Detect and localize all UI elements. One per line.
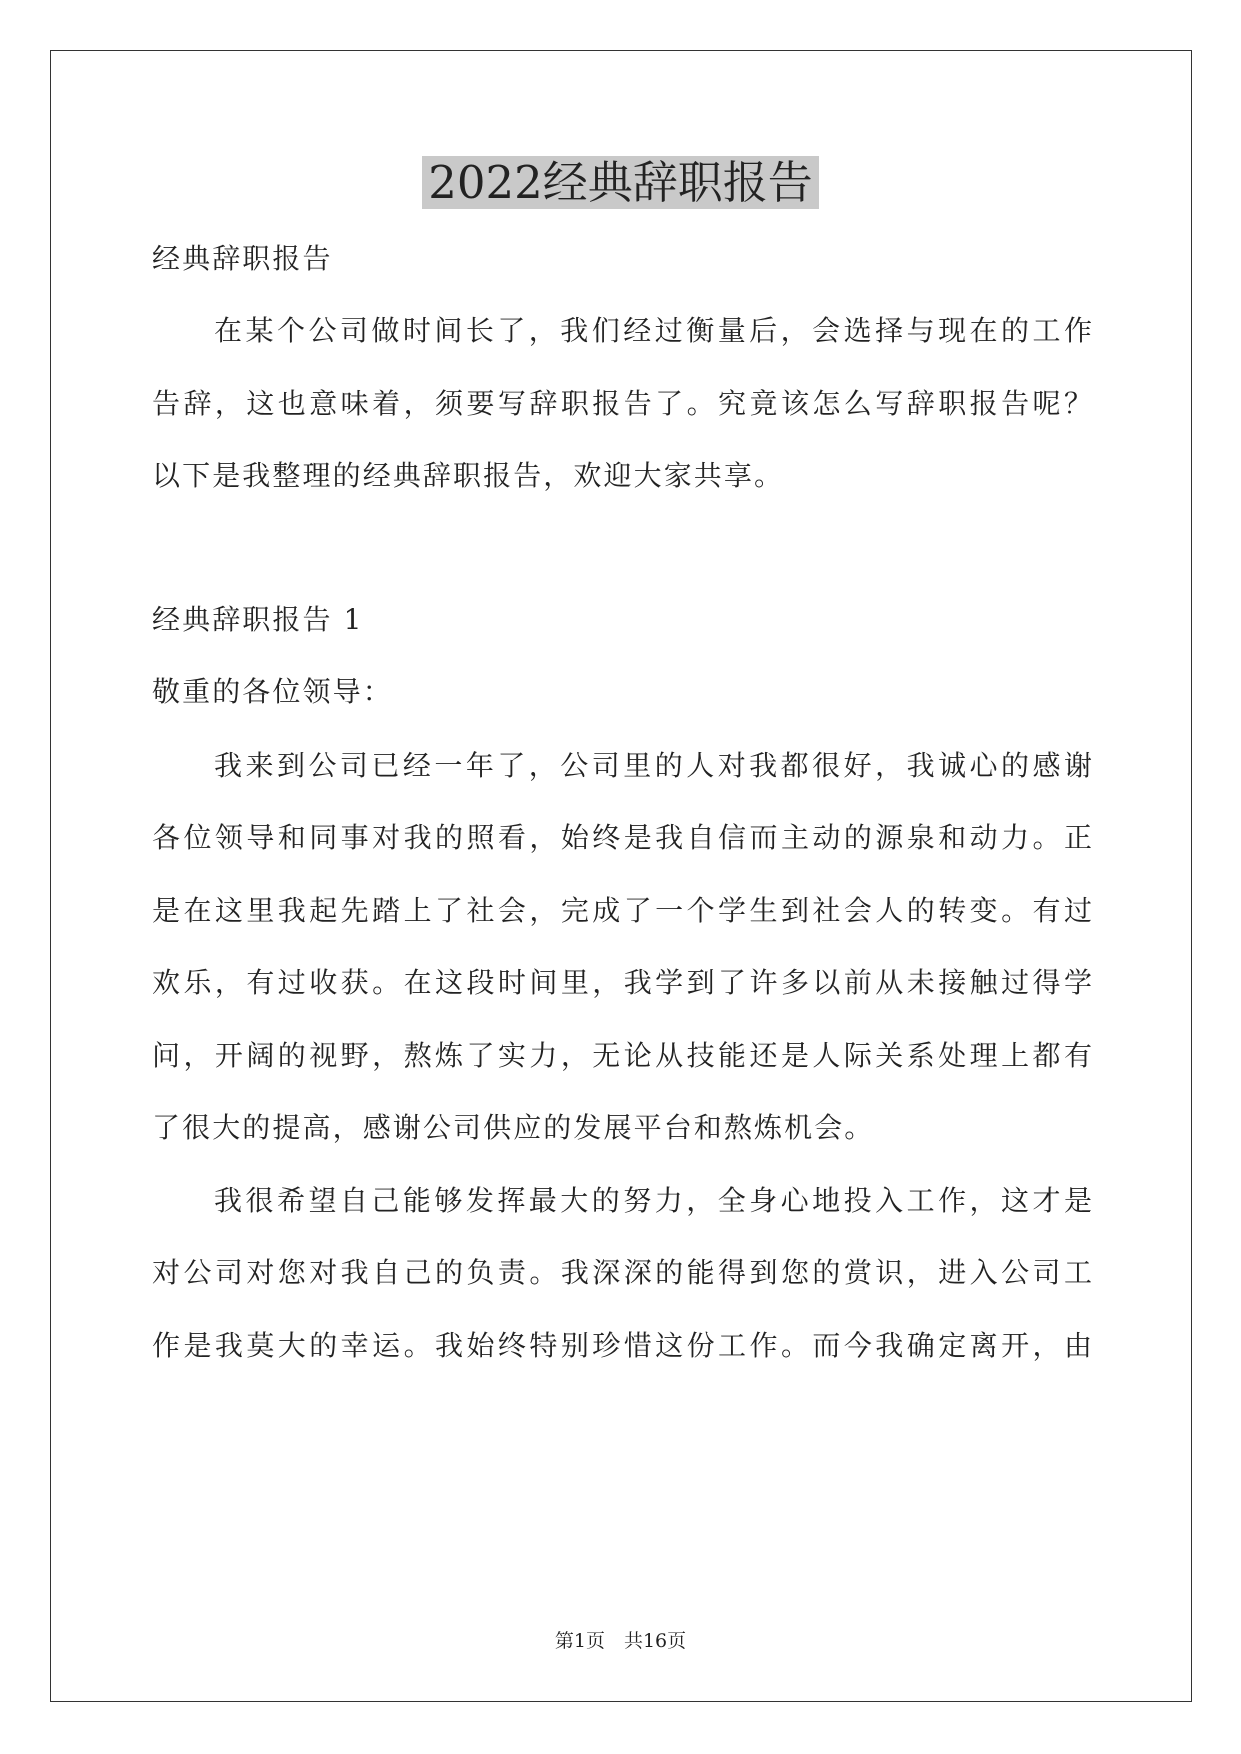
paragraph-line: 了很大的提高，感谢公司供应的发展平台和熬炼机会。 (152, 1111, 875, 1144)
paragraph-line: 在某个公司做时间长了，我们经过衡量后，会选择与现在的工作 (214, 314, 1092, 347)
paragraph-line: 作是我莫大的幸运。我始终特别珍惜这份工作。而今我确定离开，由 (152, 1329, 1092, 1362)
document-title: 2022经典辞职报告 (0, 152, 1241, 214)
paragraph-line: 对公司对您对我自己的负责。我深深的能得到您的赏识，进入公司工 (152, 1256, 1092, 1289)
section-heading: 经典辞职报告 1 (152, 603, 364, 636)
paragraph-line: 问，开阔的视野，熬炼了实力，无论从技能还是人际关系处理上都有 (152, 1039, 1092, 1072)
paragraph-line: 以下是我整理的经典辞职报告，欢迎大家共享。 (152, 459, 785, 492)
paragraph-line: 各位领导和同事对我的照看，始终是我自信而主动的源泉和动力。正 (152, 821, 1092, 854)
intro-heading: 经典辞职报告 (152, 242, 333, 275)
paragraph-line: 我来到公司已经一年了，公司里的人对我都很好，我诚心的感谢 (214, 749, 1092, 782)
salutation: 敬重的各位领导： (152, 675, 393, 708)
paragraph-line: 告辞，这也意味着，须要写辞职报告了。究竟该怎么写辞职报告呢？ (152, 387, 1092, 420)
paragraph-line: 我很希望自己能够发挥最大的努力，全身心地投入工作，这才是 (214, 1184, 1092, 1217)
page-border (50, 50, 1192, 1702)
paragraph-line: 是在这里我起先踏上了社会，完成了一个学生到社会人的转变。有过 (152, 894, 1092, 927)
paragraph-line: 欢乐，有过收获。在这段时间里，我学到了许多以前从未接触过得学 (152, 966, 1092, 999)
page-number-footer: 第1页 共16页 (554, 1630, 687, 1652)
